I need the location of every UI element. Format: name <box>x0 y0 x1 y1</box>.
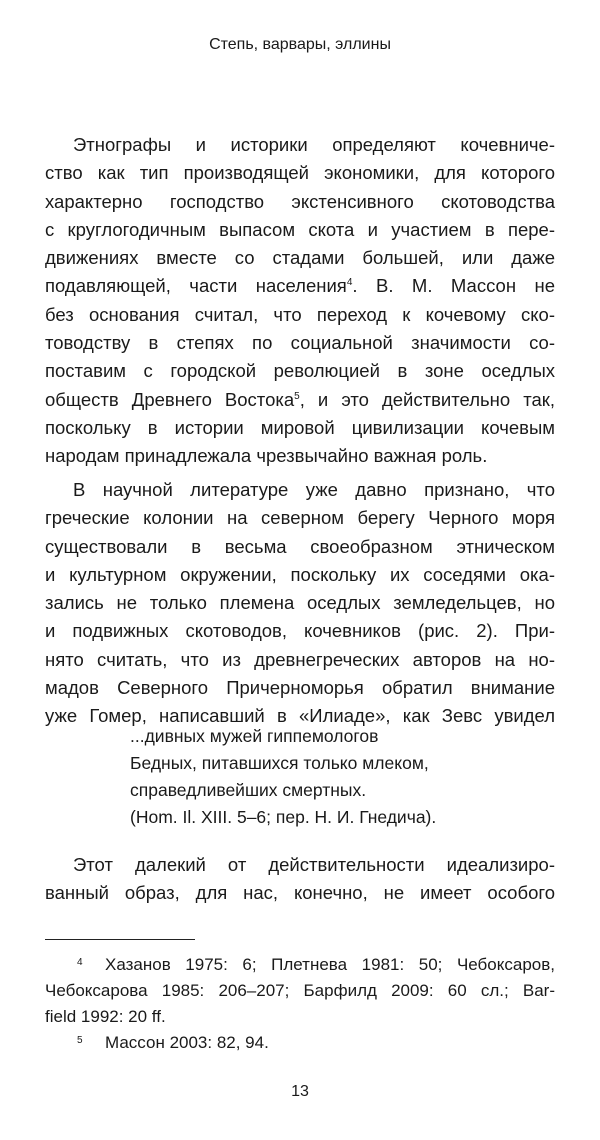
verse-line: справедливейших смертных. <box>130 780 367 800</box>
text-line: товодству в степях по социальной значимости со- <box>45 332 555 354</box>
paragraph-2 <box>45 476 555 731</box>
verse-citation: (Hom. Il. XIII. 5–6; пер. Н. И. Гнедича). <box>130 807 437 827</box>
footnote-ref-4[interactable]: 4 <box>346 277 353 289</box>
text-line: и подвижных скотоводов, кочевников (рис. 2). При- <box>45 620 555 642</box>
footnote-ref-5[interactable]: 5 <box>294 390 300 402</box>
text-line: поставим с городской революцией в зоне оседлых <box>45 360 555 382</box>
footnote-line: field 1992: 20 ff. <box>45 1007 166 1026</box>
text-line: мадов Северного Причерноморья обратил внимание <box>45 677 555 699</box>
text-line: Этнографы и историки определяют кочевниче- <box>73 134 555 155</box>
text-segment: обществ Древнего Востока <box>45 388 295 410</box>
text-line: поскольку в истории мировой цивилизации кочевым <box>45 416 555 438</box>
text-segment: подавляющей, части населения <box>45 275 347 297</box>
text-line: уже Гомер, написавший в «Илиаде», как Зевс увидел <box>45 705 555 727</box>
footnote-text: Хазанов 1975: 6; Плетнева 1981: 50; Чебоксаров, <box>105 955 555 974</box>
text-line: с круглогодичным выпасом скота и участием в пере- <box>45 218 555 240</box>
text-line: без основания считал, что переход к кочевому ско- <box>45 303 555 325</box>
text-segment: . В. М. Массон не <box>352 275 555 297</box>
footnotes <box>45 952 555 1056</box>
verse-line: ...дивных мужей гиппемологов <box>130 726 379 746</box>
page-number: 13 <box>291 1083 309 1100</box>
paragraph-1 <box>45 131 555 471</box>
text-line: и культурном окружении, поскольку их соседями ока- <box>45 563 555 585</box>
footnote-text: Массон 2003: 82, 94. <box>105 1033 269 1052</box>
footnote-5: $^5$ Массон 2003: 82, 94. <box>77 1033 269 1052</box>
text-line: ство как тип производящей экономики, для которого <box>45 162 555 184</box>
text-line <box>45 386 555 414</box>
footnote-4: $^4$ Хазанов 1975: 6; Плетнева 1981: 50; Чебоксаров, <box>77 955 555 974</box>
text-segment: , и это действительно так, <box>299 388 555 410</box>
text-line: греческие колонии на северном берегу Черного моря <box>45 507 555 529</box>
text-line: существовали в весьма своеобразном этническом <box>45 535 555 557</box>
text-line: В научной литературе уже давно признано, что <box>73 479 555 500</box>
text-line: характерно господство экстенсивного скотоводства <box>45 190 555 212</box>
text-line <box>45 272 555 300</box>
text-line: ванный образ, для нас, конечно, не имеет особого <box>45 882 555 904</box>
running-header: Степь, варвары, эллины <box>209 36 391 53</box>
text-line: зались не только племена оседлых земледельцев, но <box>45 592 555 614</box>
verse-quote <box>130 723 436 831</box>
text-line: народам принадлежала чрезвычайно важная роль. <box>45 445 488 467</box>
footnote-separator <box>45 939 195 940</box>
verse-line: Бедных, питавшихся только млеком, <box>130 753 429 773</box>
footnote-line: Чебоксарова 1985: 206–207; Барфилд 2009: 60 сл.; Bar- <box>45 981 555 1000</box>
text-line: нято считать, что из древнегреческих авторов на но- <box>45 648 555 670</box>
paragraph-3 <box>45 851 555 908</box>
text-line: движениях вместе со стадами большей, или даже <box>45 247 555 269</box>
text-line: Этот далекий от действительности идеализиро- <box>73 854 555 875</box>
